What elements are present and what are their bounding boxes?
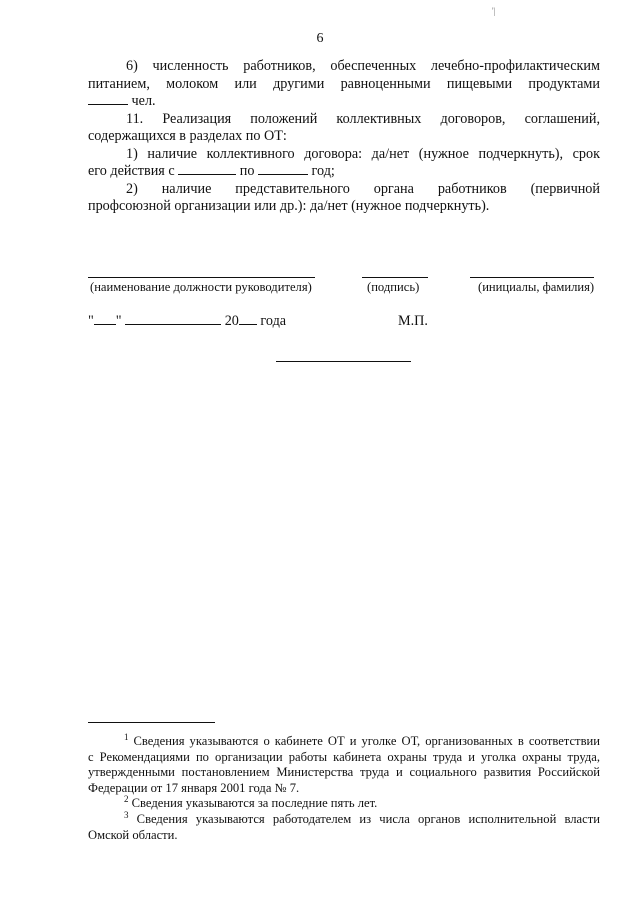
item11-sub1-line2 (88, 163, 600, 181)
item11-sub2-line1: 2) наличие представительного органа работников (первичной (126, 180, 600, 197)
item6-unit: чел. (131, 93, 156, 109)
footnote-1-marker: 1 (124, 731, 129, 742)
name-signature-line (470, 277, 594, 278)
signature-caption: (подпись) (367, 280, 420, 294)
item11-sub1-line1: 1) наличие коллективного договора: да/нет (нужное подчеркнуть), срок (126, 145, 600, 162)
item11-line2: содержащихся в разделах по ОТ: (88, 128, 287, 144)
sub1-prefix: его действия с (88, 163, 175, 179)
year-prefix: 20 (224, 313, 239, 329)
sub1-mid: по (239, 163, 255, 179)
footnote-separator (88, 722, 215, 723)
item11-line1: 11. Реализация положений коллективных договоров, соглашений, (126, 110, 600, 127)
form-body (88, 58, 600, 216)
footnote-1-text1: Сведения указываются о кабинете ОТ и уголке ОТ, организованных в соответствии (133, 734, 600, 748)
date-quote-close: " (115, 313, 122, 329)
end-divider (276, 361, 411, 362)
date-quote-open: " (88, 313, 94, 329)
sub1-suffix: год; (311, 163, 335, 179)
position-caption: (наименование должности руководителя) (90, 280, 312, 294)
footnote-3-marker: 3 (124, 809, 129, 820)
footnotes (88, 731, 600, 843)
day-blank (94, 313, 116, 325)
year-blank (239, 313, 257, 325)
position-signature-line (88, 277, 315, 278)
seal-label: М.П. (398, 313, 428, 329)
footnote-1-line3: утвержденными постановлением Министерства труда и социального развития Российской (88, 765, 600, 780)
name-caption: (инициалы, фамилия) (478, 280, 595, 294)
footnote-3-line2: Омской области. (88, 827, 178, 842)
footnote-3-text1: Сведения указываются работодателем из числа органов исполнительной власти (136, 811, 600, 826)
item11-sub2-line2: профсоюзной организации или др.): да/нет (нужное подчеркнуть). (88, 198, 490, 214)
footnote-3-line1 (88, 809, 600, 828)
footnote-2-marker: 2 (124, 794, 129, 805)
signature-line (362, 277, 428, 278)
footnote-1-line4: Федерации от 17 января 2001 года № 7. (88, 780, 300, 795)
date-field (88, 313, 286, 330)
year-suffix: года (260, 313, 287, 329)
corner-mark: '| (492, 6, 496, 16)
page-number: 6 (316, 31, 324, 46)
footnote-2-line1 (88, 796, 600, 812)
footnote-1-line2: с Рекомендациями по организации работы кабинета охраны труда и уголка охраны труда, (88, 749, 600, 764)
item6-count-blank (88, 93, 128, 105)
footnote-2-text1: Сведения указываются за последние пять лет. (131, 796, 378, 811)
item6-line1: 6) численность работников, обеспеченных лечебно-профилактическим (126, 58, 600, 74)
term-end-blank (258, 163, 308, 175)
item6-line3 (88, 93, 600, 111)
item6-line2: питанием, молоком или другими равноценными пищевыми продуктами (88, 75, 600, 92)
footnote-1-line1 (88, 731, 600, 750)
term-start-blank (178, 163, 236, 175)
month-blank (125, 313, 221, 325)
